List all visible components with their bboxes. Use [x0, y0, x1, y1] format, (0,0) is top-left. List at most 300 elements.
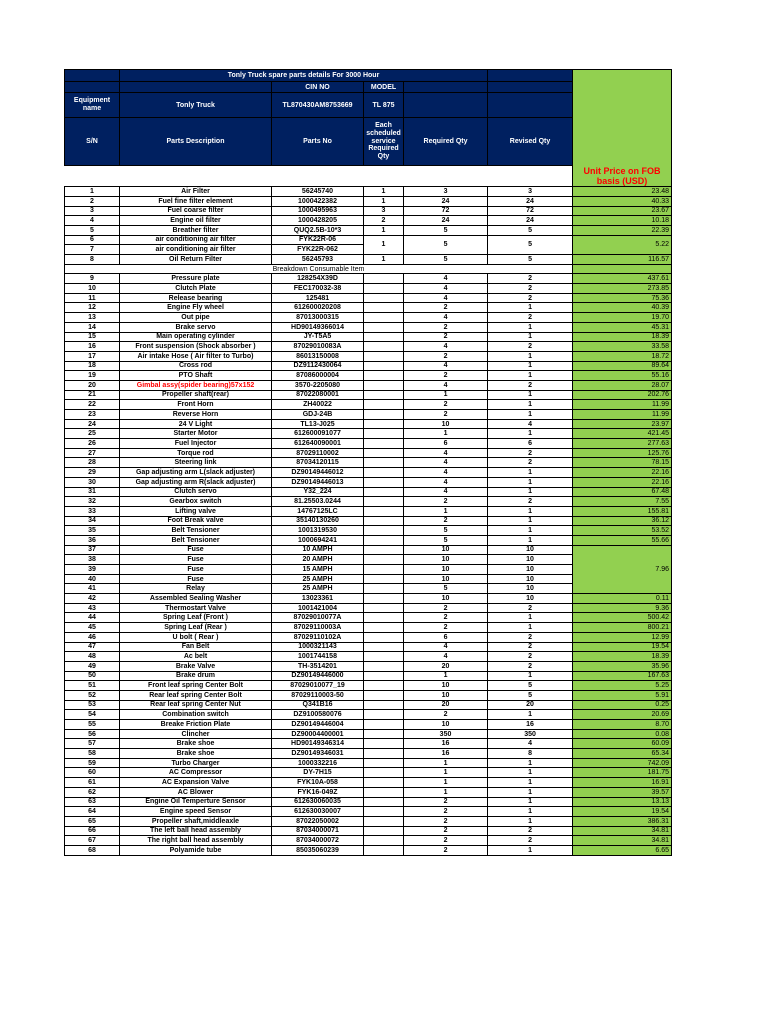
cell-sn: 11	[65, 293, 120, 303]
cell-description: Engine Oil Temperture Sensor	[120, 797, 272, 807]
cell-sn: 17	[65, 351, 120, 361]
table-row	[65, 477, 672, 487]
cell-unit-price: 18.39	[573, 652, 672, 662]
cell-unit-price: 20.69	[573, 710, 672, 720]
cell-sn: 29	[65, 468, 120, 478]
cell-description: air conditioning air filter	[120, 235, 272, 245]
cell-part-no: 81.25503.0244	[272, 497, 364, 507]
cell-revised-qty: 10	[488, 584, 573, 594]
table-row	[65, 303, 672, 313]
cell-revised-qty: 1	[488, 468, 573, 478]
cell-required-qty: 10	[404, 720, 488, 730]
cell-description: Gearbox switch	[120, 497, 272, 507]
cell-revised-qty: 72	[488, 206, 573, 216]
cell-revised-qty: 1	[488, 623, 573, 633]
cell-part-no: 87029010077A	[272, 613, 364, 623]
cell-sn: 65	[65, 816, 120, 826]
cell-description: Fuel fine filter element	[120, 196, 272, 206]
cell-service-qty	[364, 332, 404, 342]
cell-sn: 21	[65, 390, 120, 400]
cell-part-no: 15 AMPH	[272, 565, 364, 575]
cell-revised-qty: 5	[488, 690, 573, 700]
cell-sn: 26	[65, 439, 120, 449]
cell-sn: 10	[65, 284, 120, 294]
cell-required-qty: 4	[404, 313, 488, 323]
cell-part-no: 3570-2205080	[272, 380, 364, 390]
cell-required-qty: 4	[404, 380, 488, 390]
cell-service-qty	[364, 816, 404, 826]
cell-description: Fan Belt	[120, 642, 272, 652]
table-row	[65, 206, 672, 216]
cell-service-qty	[364, 303, 404, 313]
cell-description: Front suspension (Shock absorber )	[120, 342, 272, 352]
cell-revised-qty: 10	[488, 555, 573, 565]
cell-description: Propeller shaft(rear)	[120, 390, 272, 400]
cell-service-qty: 1	[364, 235, 404, 254]
cell-part-no: 13023361	[272, 594, 364, 604]
cell-service-qty	[364, 671, 404, 681]
table-row	[65, 439, 672, 449]
table-row	[65, 458, 672, 468]
cell-required-qty: 1	[404, 778, 488, 788]
cell-revised-qty: 2	[488, 497, 573, 507]
table-row	[65, 845, 672, 855]
cell-revised-qty: 1	[488, 807, 573, 817]
cell-required-qty: 10	[404, 681, 488, 691]
cell-service-qty	[364, 565, 404, 575]
cell-service-qty	[364, 642, 404, 652]
cell-service-qty	[364, 739, 404, 749]
cell-unit-price: 0.08	[573, 729, 672, 739]
cell-service-qty	[364, 826, 404, 836]
cell-revised-qty: 10	[488, 565, 573, 575]
cell-description: Fuse	[120, 565, 272, 575]
cell-sn: 3	[65, 206, 120, 216]
cell-unit-price: 18.39	[573, 332, 672, 342]
cell-unit-price: 23.97	[573, 419, 672, 429]
cell-unit-price: 202.76	[573, 390, 672, 400]
model-value: TL 875	[364, 93, 404, 118]
cell-service-qty	[364, 390, 404, 400]
cell-service-qty	[364, 458, 404, 468]
cell-revised-qty: 1	[488, 351, 573, 361]
cell-required-qty: 2	[404, 303, 488, 313]
cell-description: Ac belt	[120, 652, 272, 662]
cell-sn: 43	[65, 603, 120, 613]
cell-part-no: FYK22R-062	[272, 245, 364, 255]
cell-part-no: Y32_224	[272, 487, 364, 497]
cell-sn: 54	[65, 710, 120, 720]
table-row	[65, 419, 672, 429]
cell-sn: 66	[65, 826, 120, 836]
table-row	[65, 293, 672, 303]
cell-part-no: 1000495963	[272, 206, 364, 216]
cell-unit-price: 19.70	[573, 313, 672, 323]
table-row	[65, 516, 672, 526]
cell-service-qty	[364, 274, 404, 284]
cell-revised-qty: 10	[488, 545, 573, 555]
cell-service-qty	[364, 468, 404, 478]
cell-part-no: FEC170032-38	[272, 284, 364, 294]
cell-description: Brake shoe	[120, 739, 272, 749]
cell-required-qty: 2	[404, 623, 488, 633]
cell-revised-qty: 1	[488, 797, 573, 807]
cell-revised-qty: 2	[488, 284, 573, 294]
cell-description: Clutch servo	[120, 487, 272, 497]
cell-unit-price: 18.72	[573, 351, 672, 361]
cell-sn: 68	[65, 845, 120, 855]
cell-part-no: 56245740	[272, 187, 364, 197]
cell-description: Engine oil filter	[120, 216, 272, 226]
cell-revised-qty: 1	[488, 429, 573, 439]
cell-part-no: DZ90149446013	[272, 477, 364, 487]
cell-part-no: DZ90004400001	[272, 729, 364, 739]
cell-sn: 30	[65, 477, 120, 487]
col-header-service-qty: Each scheduled service Required Qty	[364, 118, 404, 166]
table-row	[65, 690, 672, 700]
cell-unit-price: 11.99	[573, 400, 672, 410]
cell-description: Rear leaf spring Center Nut	[120, 700, 272, 710]
cell-service-qty	[364, 351, 404, 361]
cell-required-qty: 5	[404, 225, 488, 235]
cell-sn: 38	[65, 555, 120, 565]
cell-sn: 49	[65, 661, 120, 671]
table-row	[65, 545, 672, 555]
cell-part-no: GDJ-24B	[272, 410, 364, 420]
col-header-sn: S/N	[65, 118, 120, 166]
cell-unit-price: 60.09	[573, 739, 672, 749]
cell-service-qty	[364, 661, 404, 671]
cell-description: Main operating cylinder	[120, 332, 272, 342]
section-heading: Breakdown Consumable Item	[65, 264, 573, 274]
cell-part-no: 1000332216	[272, 758, 364, 768]
table-row	[65, 797, 672, 807]
cell-description: Brake drum	[120, 671, 272, 681]
cell-service-qty	[364, 652, 404, 662]
cell-required-qty: 2	[404, 516, 488, 526]
cell-sn: 13	[65, 313, 120, 323]
cell-required-qty: 2	[404, 710, 488, 720]
cell-unit-price: 0.25	[573, 700, 672, 710]
cell-part-no: 1000428205	[272, 216, 364, 226]
cell-sn: 67	[65, 836, 120, 846]
cell-part-no: 87029110102A	[272, 632, 364, 642]
cell-service-qty	[364, 787, 404, 797]
cell-sn: 23	[65, 410, 120, 420]
cell-description: The left ball head assembly	[120, 826, 272, 836]
cell-description: Front leaf spring Center Bolt	[120, 681, 272, 691]
cell-required-qty: 2	[404, 826, 488, 836]
cell-revised-qty: 2	[488, 313, 573, 323]
cell-description: Pressure plate	[120, 274, 272, 284]
cell-part-no: 612630030007	[272, 807, 364, 817]
cell-unit-price: 167.63	[573, 671, 672, 681]
table-row	[65, 739, 672, 749]
cell-sn: 34	[65, 516, 120, 526]
cell-revised-qty: 2	[488, 661, 573, 671]
cell-service-qty	[364, 807, 404, 817]
cell-required-qty: 350	[404, 729, 488, 739]
cell-revised-qty: 2	[488, 836, 573, 846]
cell-part-no: DZ90149446000	[272, 671, 364, 681]
cell-unit-price: 273.85	[573, 284, 672, 294]
cell-part-no: 87034000071	[272, 826, 364, 836]
cell-service-qty: 1	[364, 196, 404, 206]
cell-unit-price: 0.11	[573, 594, 672, 604]
cell-required-qty: 1	[404, 768, 488, 778]
cell-unit-price: 155.81	[573, 506, 672, 516]
cell-revised-qty: 1	[488, 768, 573, 778]
cell-part-no: 87086000004	[272, 371, 364, 381]
cell-description: air conditioning air filter	[120, 245, 272, 255]
cell-description: Relay	[120, 584, 272, 594]
cell-revised-qty: 1	[488, 787, 573, 797]
cell-service-qty	[364, 749, 404, 759]
cell-required-qty: 2	[404, 603, 488, 613]
cell-part-no: 20 AMPH	[272, 555, 364, 565]
table-row	[65, 235, 672, 245]
cell-sn: 7	[65, 245, 120, 255]
cell-required-qty: 2	[404, 410, 488, 420]
cell-revised-qty: 2	[488, 448, 573, 458]
cell-required-qty: 2	[404, 836, 488, 846]
equipment-label: Equipment name	[65, 93, 120, 118]
cell-unit-price: 437.61	[573, 274, 672, 284]
cell-part-no: 85035060239	[272, 845, 364, 855]
cell-service-qty	[364, 526, 404, 536]
cell-description: Assembled Sealing Washer	[120, 594, 272, 604]
cell-unit-price: 386.31	[573, 816, 672, 826]
table-row	[65, 826, 672, 836]
cell-sn: 47	[65, 642, 120, 652]
cell-part-no: 1000422382	[272, 196, 364, 206]
table-row	[65, 749, 672, 759]
cell-required-qty: 4	[404, 652, 488, 662]
cell-required-qty: 2	[404, 845, 488, 855]
cell-revised-qty: 1	[488, 671, 573, 681]
cell-unit-price: 34.81	[573, 836, 672, 846]
cell-unit-price: 5.91	[573, 690, 672, 700]
cell-required-qty: 4	[404, 477, 488, 487]
cell-service-qty	[364, 681, 404, 691]
cell-service-qty	[364, 439, 404, 449]
cell-unit-price: 45.31	[573, 322, 672, 332]
cell-description: Breather filter	[120, 225, 272, 235]
cell-description: Oil Return Filter	[120, 255, 272, 265]
cell-service-qty	[364, 487, 404, 497]
cell-service-qty	[364, 574, 404, 584]
table-row	[65, 632, 672, 642]
cell-required-qty: 2	[404, 400, 488, 410]
cell-service-qty	[364, 371, 404, 381]
equipment-value: Tonly Truck	[120, 93, 272, 118]
cell-part-no: 87022080001	[272, 390, 364, 400]
cell-sn: 20	[65, 380, 120, 390]
cell-required-qty: 2	[404, 322, 488, 332]
cell-service-qty	[364, 284, 404, 294]
cell-description: Air Filter	[120, 187, 272, 197]
col-header-description: Parts Description	[120, 118, 272, 166]
cell-part-no: QUQ2.5B-10*3	[272, 225, 364, 235]
table-row	[65, 671, 672, 681]
cell-description: Steering link	[120, 458, 272, 468]
cell-part-no: DZ90149446012	[272, 468, 364, 478]
cell-part-no: 1000321143	[272, 642, 364, 652]
section-row	[65, 264, 672, 274]
cell-unit-price: 277.63	[573, 439, 672, 449]
table-row	[65, 361, 672, 371]
cell-unit-price: 12.99	[573, 632, 672, 642]
cell-unit-price: 22.16	[573, 468, 672, 478]
cell-required-qty: 10	[404, 555, 488, 565]
cell-description: Fuse	[120, 574, 272, 584]
cell-revised-qty: 24	[488, 216, 573, 226]
model-label: MODEL	[364, 82, 404, 93]
cell-revised-qty: 2	[488, 342, 573, 352]
cell-description: Reverse Horn	[120, 410, 272, 420]
cell-service-qty	[364, 555, 404, 565]
cell-unit-price: 125.76	[573, 448, 672, 458]
cell-required-qty: 10	[404, 574, 488, 584]
cell-service-qty	[364, 729, 404, 739]
table-row	[65, 768, 672, 778]
cell-sn: 57	[65, 739, 120, 749]
cell-unit-price: 8.70	[573, 720, 672, 730]
cell-description: Polyamide tube	[120, 845, 272, 855]
cell-unit-price: 19.54	[573, 807, 672, 817]
cell-service-qty	[364, 361, 404, 371]
cell-part-no: 87029110003A	[272, 623, 364, 633]
cell-unit-price: 10.18	[573, 216, 672, 226]
cell-revised-qty: 5	[488, 255, 573, 265]
cell-unit-price: 6.65	[573, 845, 672, 855]
cell-required-qty: 4	[404, 284, 488, 294]
cell-part-no: DY-7H15	[272, 768, 364, 778]
cell-description: The right ball head assembly	[120, 836, 272, 846]
cell-service-qty	[364, 690, 404, 700]
cell-required-qty: 1	[404, 671, 488, 681]
cell-part-no: 87029010077_19	[272, 681, 364, 691]
cell-part-no: HD90149346314	[272, 739, 364, 749]
cell-unit-price: 800.21	[573, 623, 672, 633]
col-header-required-qty: Required Qty	[404, 118, 488, 166]
cell-unit-price: 78.15	[573, 458, 672, 468]
cell-sn: 8	[65, 255, 120, 265]
cell-part-no: ZH40022	[272, 400, 364, 410]
cell-service-qty	[364, 623, 404, 633]
cell-required-qty: 16	[404, 739, 488, 749]
cell-revised-qty: 1	[488, 516, 573, 526]
cell-description: Air intake Hose ( Air filter to Turbo)	[120, 351, 272, 361]
cell-sn: 36	[65, 535, 120, 545]
cell-required-qty: 1	[404, 787, 488, 797]
cell-description: Out pipe	[120, 313, 272, 323]
cell-description: Foot Break valve	[120, 516, 272, 526]
table-row	[65, 778, 672, 788]
cell-required-qty: 4	[404, 448, 488, 458]
cell-part-no: JY-T5A5	[272, 332, 364, 342]
cell-description: Rear leaf spring Center Bolt	[120, 690, 272, 700]
table-row	[65, 400, 672, 410]
cell-description: Fuse	[120, 545, 272, 555]
cell-part-no: 87029010083A	[272, 342, 364, 352]
cell-description: Torque rod	[120, 448, 272, 458]
table-row	[65, 371, 672, 381]
cell-part-no: 612600091077	[272, 429, 364, 439]
cell-revised-qty: 1	[488, 371, 573, 381]
cell-required-qty: 16	[404, 749, 488, 759]
cell-service-qty	[364, 313, 404, 323]
cell-required-qty: 4	[404, 642, 488, 652]
cell-description: Starter Motor	[120, 429, 272, 439]
cell-required-qty: 4	[404, 274, 488, 284]
cell-part-no: 612600020208	[272, 303, 364, 313]
cell-part-no: TL13-J025	[272, 419, 364, 429]
cell-description: Belt Tensioner	[120, 526, 272, 536]
cell-description: Clincher	[120, 729, 272, 739]
cell-unit-price: 67.48	[573, 487, 672, 497]
cell-required-qty: 2	[404, 613, 488, 623]
cell-description: Cross rod	[120, 361, 272, 371]
cell-sn: 46	[65, 632, 120, 642]
cell-required-qty: 10	[404, 419, 488, 429]
table-row	[65, 342, 672, 352]
cell-description: Spring Leaf (Rear )	[120, 623, 272, 633]
cell-sn: 48	[65, 652, 120, 662]
cell-description: Spring Leaf (Front )	[120, 613, 272, 623]
cell-unit-price: 13.13	[573, 797, 672, 807]
cell-service-qty	[364, 535, 404, 545]
cell-revised-qty: 10	[488, 574, 573, 584]
cell-description: Gimbal assy(spider bearing)57x152	[120, 380, 272, 390]
cell-description: AC Compressor	[120, 768, 272, 778]
cell-description: Brake servo	[120, 322, 272, 332]
cell-required-qty: 2	[404, 797, 488, 807]
cell-required-qty: 5	[404, 235, 488, 254]
parts-rows	[65, 187, 672, 855]
cell-service-qty	[364, 797, 404, 807]
cell-required-qty: 10	[404, 690, 488, 700]
cell-sn: 32	[65, 497, 120, 507]
cell-sn: 60	[65, 768, 120, 778]
cell-sn: 4	[65, 216, 120, 226]
cell-description: Fuel Injector	[120, 439, 272, 449]
cell-revised-qty: 1	[488, 778, 573, 788]
cell-sn: 31	[65, 487, 120, 497]
cell-required-qty: 2	[404, 351, 488, 361]
cell-unit-price: 55.66	[573, 535, 672, 545]
cell-unit-price: 75.36	[573, 293, 672, 303]
cell-unit-price: 7.55	[573, 497, 672, 507]
cell-description: Thermostart Valve	[120, 603, 272, 613]
table-row	[65, 380, 672, 390]
cell-part-no: 87013000315	[272, 313, 364, 323]
cell-required-qty: 6	[404, 632, 488, 642]
cell-service-qty	[364, 506, 404, 516]
cell-revised-qty: 1	[488, 410, 573, 420]
cell-required-qty: 1	[404, 506, 488, 516]
cell-revised-qty: 5	[488, 681, 573, 691]
cell-revised-qty: 2	[488, 652, 573, 662]
cell-service-qty	[364, 710, 404, 720]
cell-sn: 14	[65, 322, 120, 332]
cell-part-no: 10 AMPH	[272, 545, 364, 555]
cell-description: Breake Friction Plate	[120, 720, 272, 730]
cell-required-qty: 5	[404, 535, 488, 545]
cell-part-no: DZ9100580076	[272, 710, 364, 720]
cell-required-qty: 24	[404, 216, 488, 226]
cell-revised-qty: 4	[488, 739, 573, 749]
